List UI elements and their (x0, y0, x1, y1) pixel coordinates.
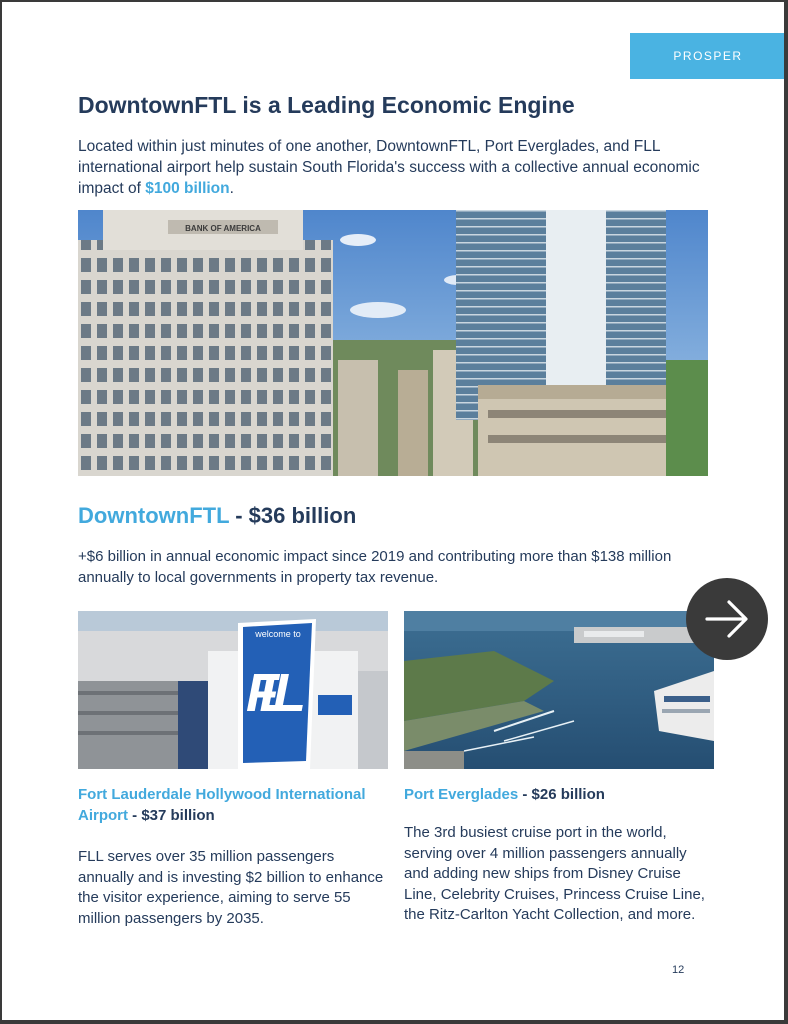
section-tab-label: PROSPER (673, 49, 743, 63)
intro-paragraph (78, 136, 728, 199)
airport-heading (78, 784, 378, 826)
port-heading (404, 784, 714, 805)
port-value: - $26 billion (518, 786, 605, 803)
downtown-heading (78, 503, 356, 529)
page-number: 12 (672, 964, 685, 976)
arrow-right-icon (695, 587, 759, 651)
downtown-name: DowntownFTL (78, 503, 230, 528)
airport-sign-top: welcome to (255, 629, 301, 639)
intro-text: Located within just minutes of one another, DowntownFTL, Port Everglades, and FLL international airport help sustain South Florida's success with a collective annual economic impact of (78, 138, 700, 197)
port-name: Port Everglades (404, 786, 519, 803)
downtown-body: +$6 billion in annual economic impact since 2019 and contributing more than $138 million annually to local governments in property tax revenue. (78, 548, 672, 586)
airport-sign-letters: FLL (246, 663, 306, 723)
downtown-skyline-photo (78, 210, 708, 476)
document-page (2, 2, 784, 1020)
downtown-value: - $36 billion (229, 503, 357, 528)
airport-value: - $37 billion (128, 807, 215, 824)
port-body: The 3rd busiest cruise port in the world, serving over 4 million passengers annually and adding new ships from Disney Cruise Line, Celebrity Cruises, Princess Cruise Line, the Ritz-Carlton Yacht Collection, and more. (404, 824, 705, 923)
intro-end: . (229, 180, 234, 197)
airport-photo (78, 611, 388, 769)
intro-highlight: $100 billion (145, 180, 230, 197)
port-photo (404, 611, 714, 769)
page-heading: DowntownFTL is a Leading Economic Engine (78, 92, 575, 118)
airport-name: Fort Lauderdale Hollywood International Airport (78, 786, 366, 824)
airport-body: FLL serves over 35 million passengers annually and is investing $2 billion to enhance the visitor experience, aiming to serve 55 million passengers by 2035. (78, 848, 384, 927)
hero-sign-text: BANK OF AMERICA (185, 224, 261, 233)
next-page-button[interactable] (686, 578, 768, 660)
section-tab (630, 33, 784, 79)
